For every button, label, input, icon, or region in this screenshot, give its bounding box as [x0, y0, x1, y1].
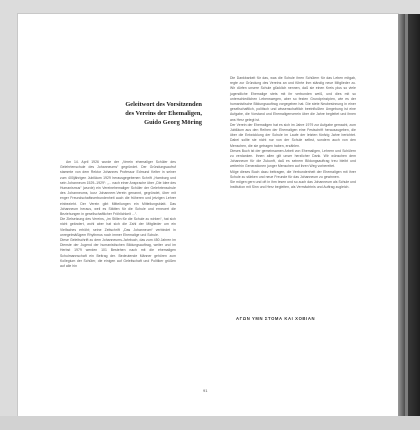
greek-motto: ΑΓΩΝ ΥΜΝ ΣΤΟΜΑ ΚΑΙ ΧΟΒΙΑΝ	[236, 316, 316, 321]
right-paragraph-1: Die Dankbarkeit für das, was die Schule ihren Schülern für das Leben mitgab, regte zur Gründung des Vereins an und führte ihm ständig neue Mitglieder zu. Wir dürfen unsere Schule glücklich nennen, daß sie einen Kreis plus so viele jugendliche Ehemalige stets mit ihr verbunden weiß, und dies mit so unterschiedlichen Lebenswegen, aber so festen Grundprinzipien, wie es der humanistische Bildungsauftrag vorgegeben hat. Die stete Neubesinnung in einer gesellschaftlich, politisch und wissenschaftlich beeinflußten Umgebung ist eine Aufgabe, die Vorstand und Ehemaligenverein über die Jahre begleitet und ihnen ans Herz gelegt ist.	[230, 76, 356, 122]
right-paragraph-2: Der Verein der Ehemaligen hat es sich im Jahre 1979 zur Aufgabe gemacht, zum Jubiläum aus den Reihen der Ehemaligen eine Festschrift herauszugeben, die über die Entwicklung der Schule im Laufe der letzten fünfzig Jahre berichtet. Dabei sollte sie nicht nur von der Schule selbst, sondern auch von den Menschen, die sie getragen haben, erzählen.	[230, 122, 356, 148]
right-paragraph-3: Dieses Buch ist der gemeinsamen Arbeit von Ehemaligen, Lehrern und Schülern zu verdanken. Ihnen allen gilt unser herzlicher Dank. Wir wünschen dem Johanneum für die Zukunft, daß es seinem Bildungsauftrag treu bleibt und weiterhin Generationen junger Menschen auf ihren Weg vorbereitet.	[230, 148, 356, 169]
page-bottom-shadow	[0, 416, 420, 430]
right-text-column	[230, 76, 356, 190]
heading-line-3: Guido Georg Möring	[144, 119, 202, 126]
left-paragraph-1: Am 14. April 1926 wurde der „Verein ehemaliger Schüler des Gelehrtenschule des Johanneums“ gegründet. Der Gründungsaufruf stammte von dem Rektor Johannes Professor Edmund Kelter in seiner zum 400jährigen Jubiläum 1929 herausgegebenen Schrift „Hamburg und sein Johanneum 1529–1929“: „... nach einer Ansprache über „Die Idee des Humanismus“ (wurde) ein Vereinehemaliger Schüler der Gelehrtenschule des Johanneums, kurz Johanneer-Verein genannt, gegründet, über mit enger Freundschaftsverbundenheit auch die früheren und jetzigen Lehrer einbezieht. Der Verein gibt Mitteilungen ein Mitteilungsblatt. Das Johanneum heraus, weil es Stätten für die Schule und erneuert die Beziehungen in gesellschaftlicher Fröhlichkeit ...“.	[60, 160, 176, 217]
left-paragraph-2: Die Zielsetzung des Vereins, „im Stillen für die Schule zu wirken“, hat sich nicht geändert, wohl aber hat sich die Zahl der Mitglieder um ein Vielfaches erhöht; seine Zeitschrift „Das Johanneum“ verbindet in unregelmäßigem Rhythmus noch immer Ehemalige und Schule.	[60, 217, 176, 237]
left-text-column	[60, 160, 176, 269]
right-paragraph-4: Möge dieses Buch dazu beitragen, die Verbundenheit der Ehemaligen mit ihrer Schule zu stärken und neue Freunde für das Johanneum zu gewinnen.	[230, 169, 356, 179]
heading-line-1: Geleitwort des Vorsitzenden	[125, 101, 202, 108]
page-number: 91	[203, 388, 208, 393]
book-spine	[398, 14, 420, 416]
right-paragraph-5: Sie mögen gern und oft in ihm lesen und so auch das Johanneum als Schule und Institution mit Sinn und Herz begleiten, als Vermächtnis und Auftrag zugleich.	[230, 180, 356, 190]
page-heading	[92, 100, 202, 127]
heading-line-2: des Vereins der Ehemaligen,	[125, 110, 202, 117]
left-paragraph-3: Diese Geleitschrift zu dem Johanneums-Jahrbuch, das zum 450 Jahren im Dienste der Jugend der humanistischen Bildungsauftrag, weiter und im Herbst 1979 werden 101 Bestehen nach mit die ehemaligen Schulmannschaft ein Beitrag der. Bedeutende Männer gehören zum Kollegium der Schüler, die einigen auf Geleitschaft und Politiker grüßen auf alle hin	[60, 238, 176, 269]
book-spine-highlight	[405, 14, 408, 416]
